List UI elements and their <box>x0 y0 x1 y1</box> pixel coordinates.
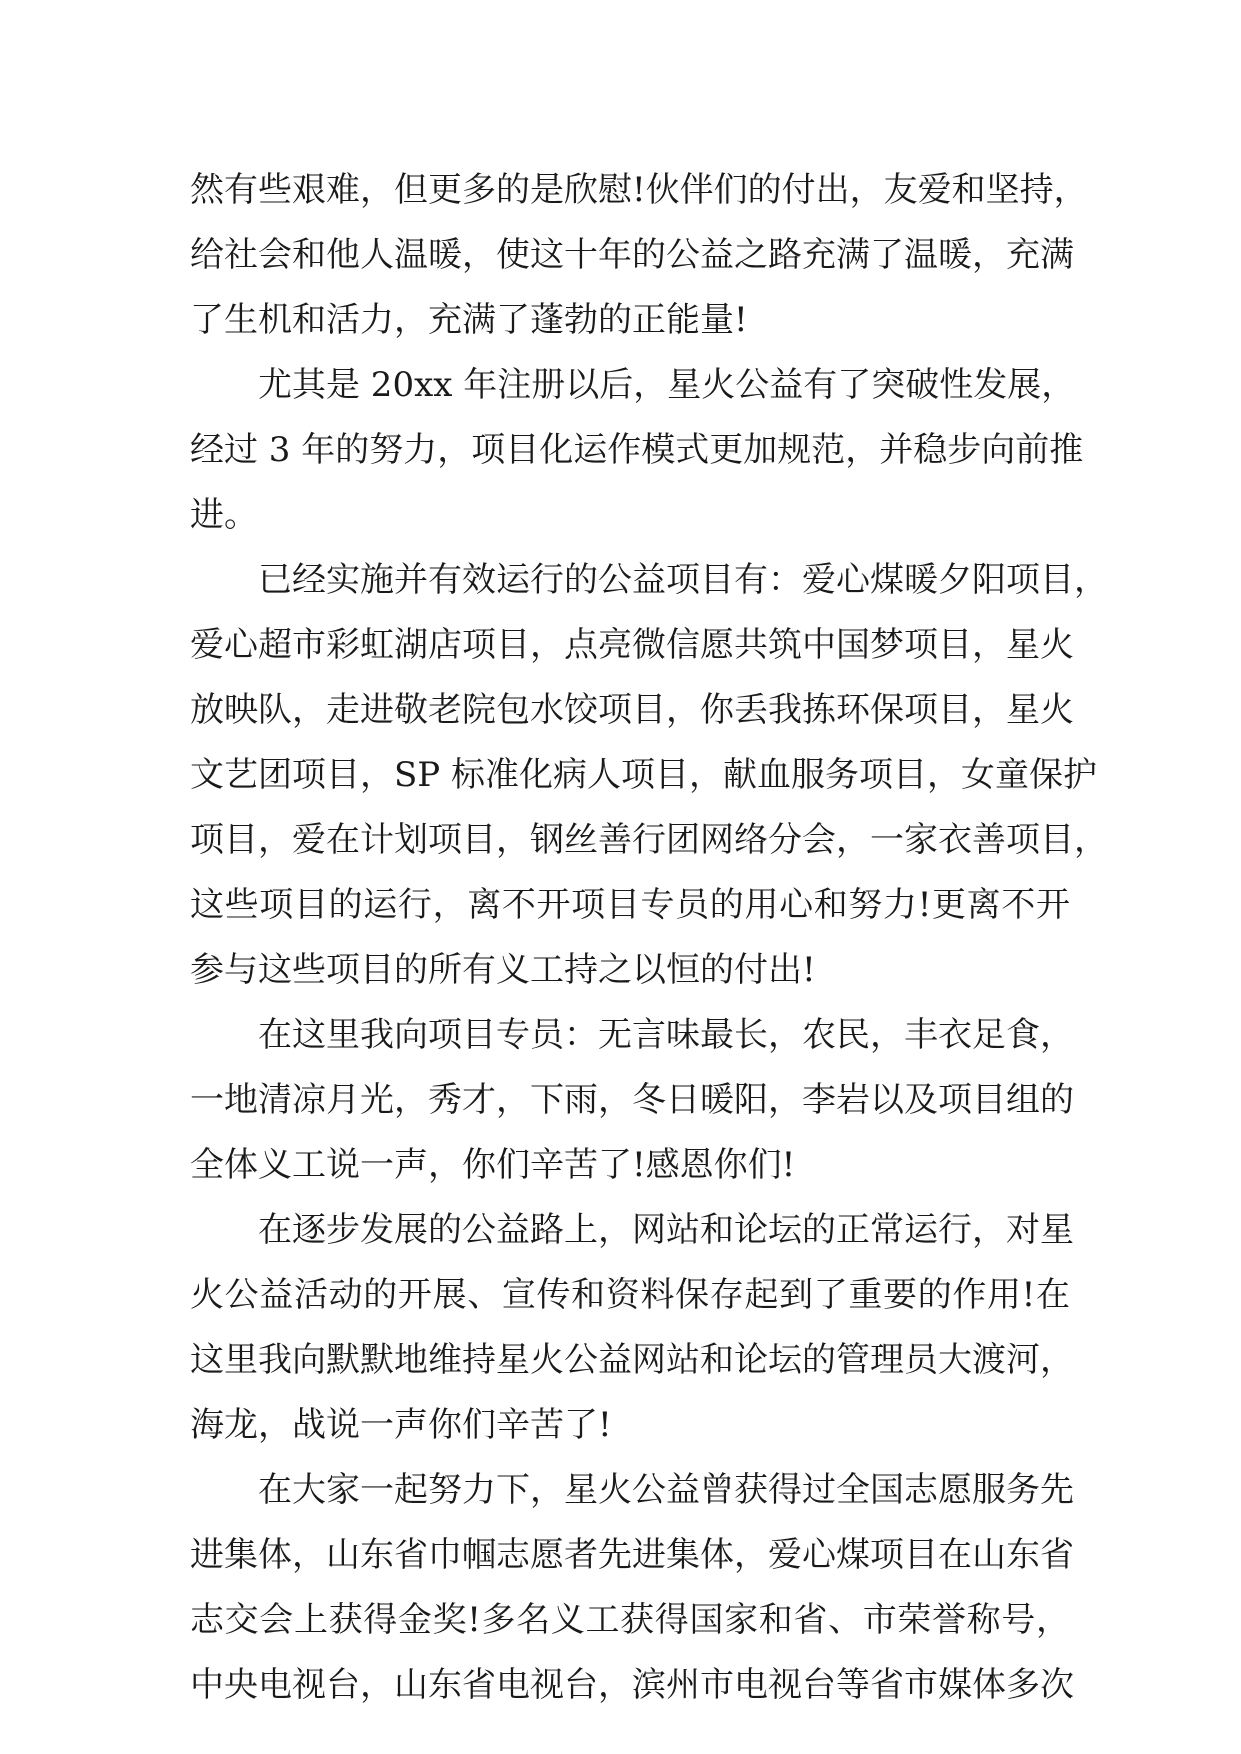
text-line: 在这里我向项目专员：无言味最长，农民，丰衣足食， <box>258 1015 1074 1055</box>
paragraph <box>190 353 1084 548</box>
text-line: 爱心超市彩虹湖店项目，点亮微信愿共筑中国梦项目，星火 <box>190 625 1074 665</box>
text-line: 然有些艰难，但更多的是欣慰!伙伴们的付出，友爱和坚持， <box>190 170 1088 210</box>
text-line: 给社会和他人温暖，使这十年的公益之路充满了温暖，充满 <box>190 235 1074 275</box>
text-line: 文艺团项目，SP 标准化病人项目，献血服务项目，女童保护 <box>190 755 1097 795</box>
text-line: 海龙，战说一声你们辛苦了! <box>190 1405 612 1445</box>
paragraph <box>190 158 1088 353</box>
text-line: 了生机和活力，充满了蓬勃的正能量! <box>190 300 748 340</box>
body-text <box>190 158 1108 1718</box>
text-line: 一地清凉月光，秀才，下雨，冬日暖阳，李岩以及项目组的 <box>190 1080 1074 1120</box>
paragraph <box>190 1198 1074 1458</box>
text-line: 志交会上获得金奖!多名义工获得国家和省、市荣誉称号， <box>190 1600 1070 1640</box>
text-line: 项目，爱在计划项目，钢丝善行团网络分会，一家衣善项目， <box>190 820 1108 860</box>
text-line: 已经实施并有效运行的公益项目有：爱心煤暖夕阳项目， <box>258 560 1108 600</box>
text-line: 经过 3 年的努力，项目化运作模式更加规范，并稳步向前推 <box>190 430 1084 470</box>
text-line: 在逐步发展的公益路上，网站和论坛的正常运行，对星 <box>258 1210 1074 1250</box>
text-line: 火公益活动的开展、宣传和资料保存起到了重要的作用!在 <box>190 1275 1070 1315</box>
text-line: 在大家一起努力下，星火公益曾获得过全国志愿服务先 <box>258 1470 1074 1510</box>
text-line: 全体义工说一声，你们辛苦了!感恩你们! <box>190 1145 796 1185</box>
text-line: 中央电视台，山东省电视台，滨州市电视台等省市媒体多次 <box>190 1665 1074 1705</box>
paragraph <box>190 548 1108 1003</box>
text-line: 参与这些项目的所有义工持之以恒的付出! <box>190 950 816 990</box>
text-line: 放映队，走进敬老院包水饺项目，你丢我拣环保项目，星火 <box>190 690 1074 730</box>
text-line: 进集体，山东省巾帼志愿者先进集体，爱心煤项目在山东省 <box>190 1535 1074 1575</box>
text-line: 这里我向默默地维持星火公益网站和论坛的管理员大渡河， <box>190 1340 1074 1380</box>
text-line: 尤其是 20xx 年注册以后，星火公益有了突破性发展， <box>258 365 1076 405</box>
paragraph <box>190 1003 1074 1198</box>
text-line: 进。 <box>190 495 258 535</box>
paragraph <box>190 1458 1074 1718</box>
text-line: 这些项目的运行，离不开项目专员的用心和努力!更离不开 <box>190 885 1070 925</box>
